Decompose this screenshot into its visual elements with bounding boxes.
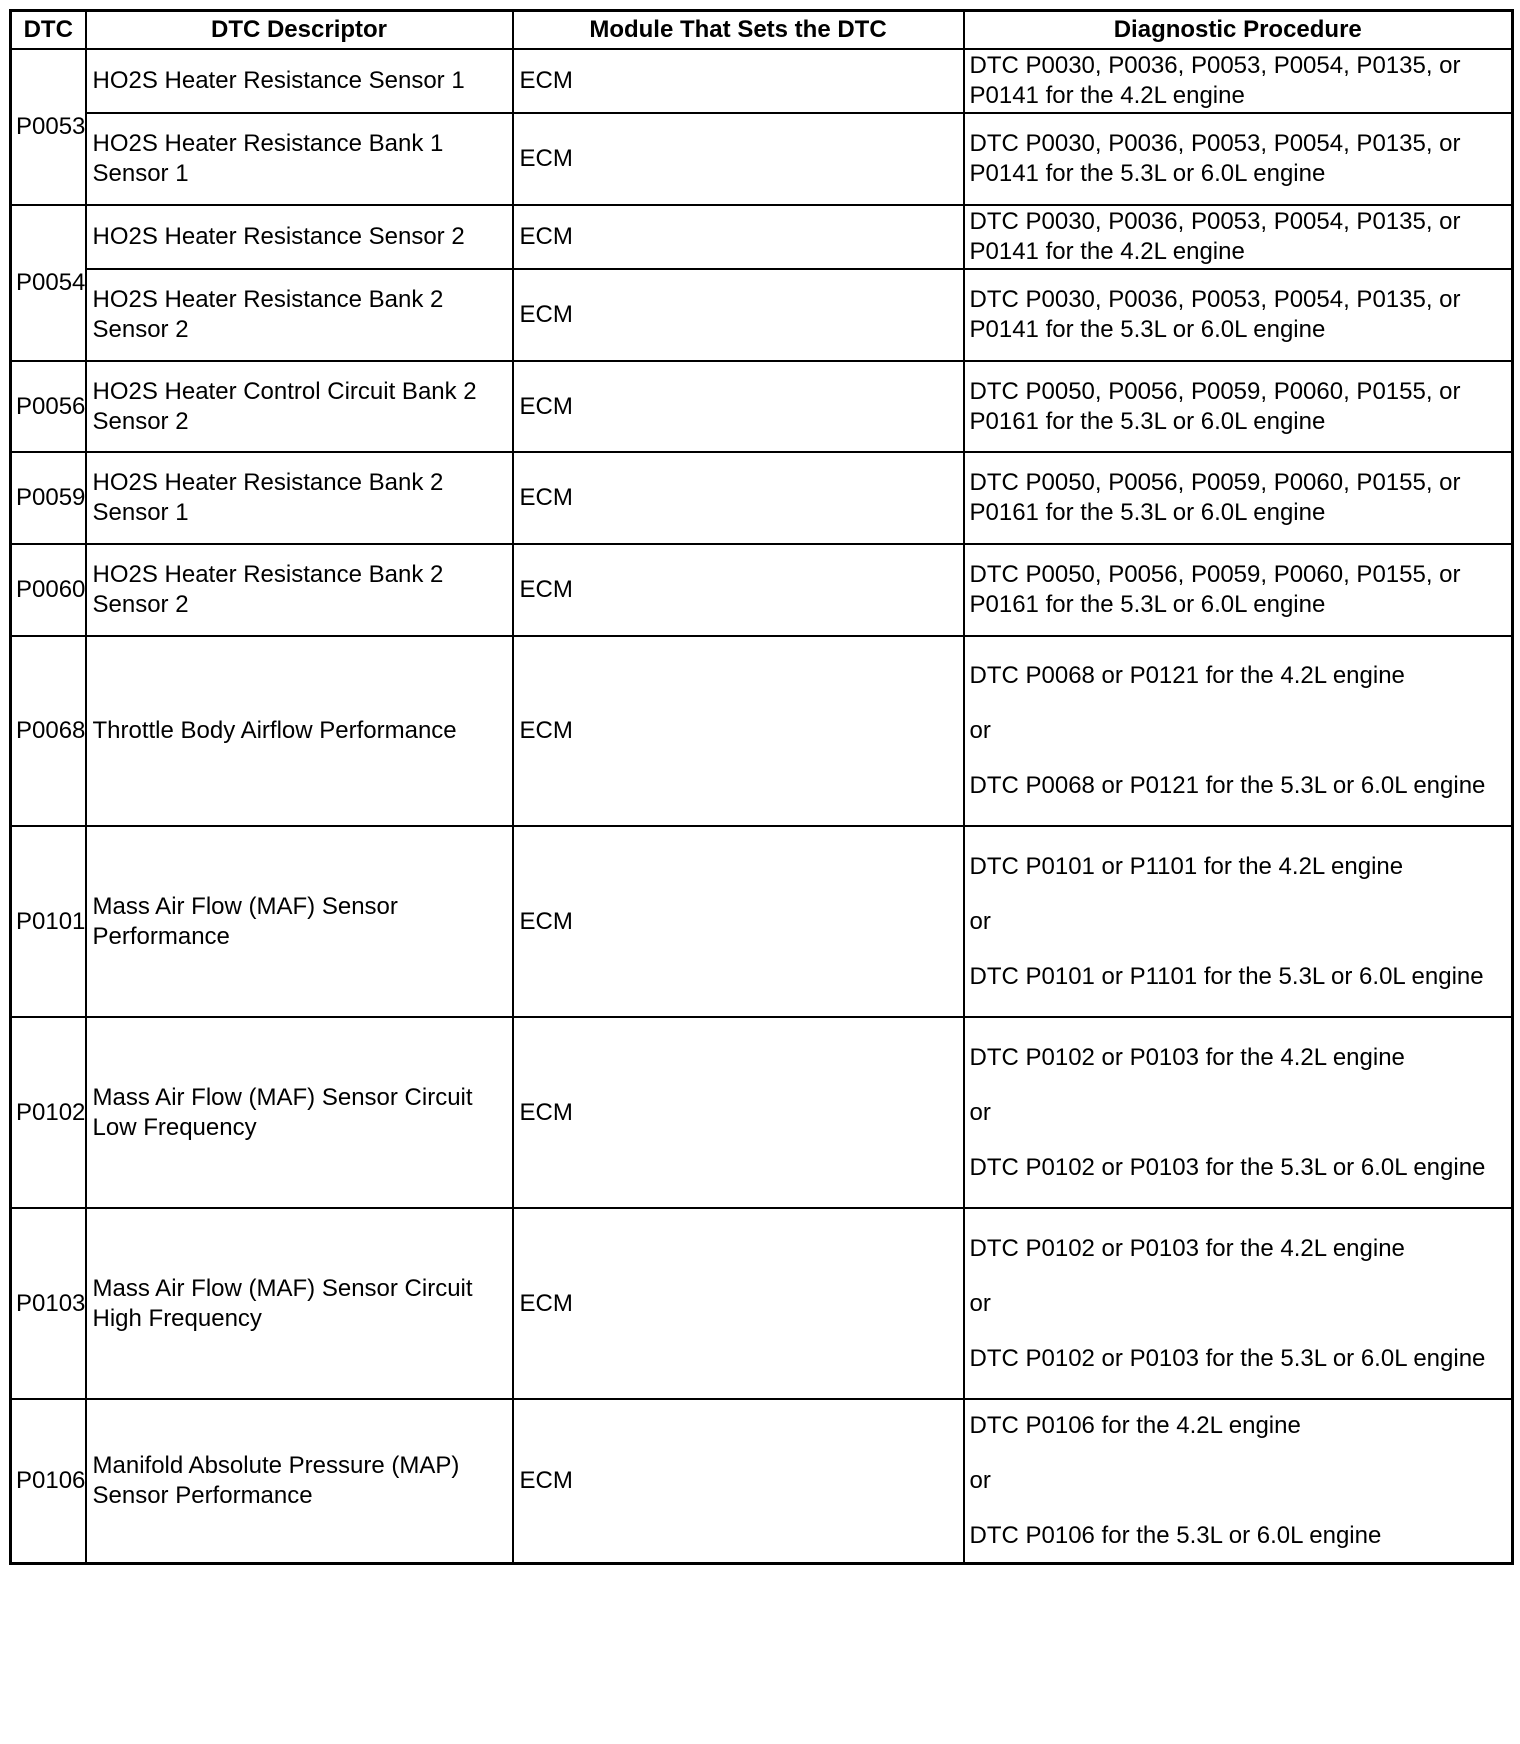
paragraph-gap bbox=[970, 1496, 1508, 1521]
table-row bbox=[11, 1017, 1513, 1208]
diagnostic-procedure-cell bbox=[964, 452, 1513, 544]
table-row bbox=[11, 636, 1513, 826]
dtc-descriptor-cell: HO2S Heater Resistance Sensor 1 bbox=[86, 49, 513, 113]
diagnostic-procedure-cell bbox=[964, 269, 1513, 361]
module-cell: ECM bbox=[513, 1399, 964, 1563]
header-row bbox=[11, 11, 1513, 50]
dtc-code-cell: P0103 bbox=[11, 1208, 86, 1399]
module-cell: ECM bbox=[513, 452, 964, 544]
table-body bbox=[11, 49, 1513, 1563]
paragraph-gap bbox=[970, 1073, 1508, 1098]
procedure-text: DTC P0030, P0036, P0053, P0054, P0135, or P0141 for the 4.2L engine bbox=[969, 208, 1461, 265]
module-cell: ECM bbox=[513, 1017, 964, 1208]
table-row bbox=[11, 269, 1513, 361]
dtc-code-cell: P0101 bbox=[11, 826, 86, 1017]
header-dtc: DTC bbox=[11, 11, 86, 50]
module-cell: ECM bbox=[513, 636, 964, 826]
procedure-text: DTC P0102 or P0103 for the 5.3L or 6.0L engine bbox=[969, 1153, 1486, 1181]
dtc-descriptor-cell: HO2S Heater Resistance Bank 2 Sensor 2 bbox=[86, 269, 513, 361]
dtc-code-cell: P0102 bbox=[11, 1017, 86, 1208]
module-cell: ECM bbox=[513, 826, 964, 1017]
dtc-code-cell: P0068 bbox=[11, 636, 86, 826]
header-module: Module That Sets the DTC bbox=[513, 11, 964, 50]
dtc-descriptor-cell: HO2S Heater Resistance Bank 2 Sensor 1 bbox=[86, 452, 513, 544]
header-descriptor: DTC Descriptor bbox=[86, 11, 513, 50]
module-cell: ECM bbox=[513, 361, 964, 452]
diagnostic-procedure-cell bbox=[964, 1208, 1513, 1399]
procedure-text: DTC P0106 for the 4.2L engine bbox=[969, 1411, 1301, 1439]
procedure-or-text: or bbox=[969, 717, 991, 744]
diagnostic-procedure-cell bbox=[964, 826, 1513, 1017]
table-row bbox=[11, 205, 1513, 269]
procedure-text: DTC P0050, P0056, P0059, P0060, P0155, or P0161 for the 5.3L or 6.0L engine bbox=[969, 561, 1461, 618]
procedure-text: DTC P0068 or P0121 for the 5.3L or 6.0L engine bbox=[969, 772, 1486, 799]
procedure-text: DTC P0102 or P0103 for the 4.2L engine bbox=[969, 1234, 1405, 1262]
diagnostic-procedure-cell bbox=[964, 49, 1513, 113]
diagnostic-procedure-cell bbox=[964, 361, 1513, 452]
procedure-text: DTC P0102 or P0103 for the 4.2L engine bbox=[969, 1043, 1405, 1071]
dtc-code-cell: P0106 bbox=[11, 1399, 86, 1563]
procedure-text: DTC P0050, P0056, P0059, P0060, P0155, or P0161 for the 5.3L or 6.0L engine bbox=[969, 469, 1461, 526]
dtc-descriptor-cell: HO2S Heater Resistance Sensor 2 bbox=[86, 205, 513, 269]
dtc-descriptor-cell: Throttle Body Airflow Performance bbox=[86, 636, 513, 826]
procedure-text: DTC P0030, P0036, P0053, P0054, P0135, or P0141 for the 5.3L or 6.0L engine bbox=[969, 130, 1461, 187]
paragraph-gap bbox=[970, 937, 1508, 962]
dtc-descriptor-cell: HO2S Heater Control Circuit Bank 2 Sensor 2 bbox=[86, 361, 513, 452]
procedure-text: DTC P0068 or P0121 for the 4.2L engine bbox=[969, 662, 1405, 689]
procedure-text: DTC P0106 for the 5.3L or 6.0L engine bbox=[969, 1521, 1382, 1549]
paragraph-gap bbox=[970, 1264, 1508, 1289]
paragraph-gap bbox=[970, 1128, 1508, 1153]
header-procedure: Diagnostic Procedure bbox=[964, 11, 1513, 50]
dtc-code-cell: P0056 bbox=[11, 361, 86, 452]
dtc-descriptor-cell: Mass Air Flow (MAF) Sensor Performance bbox=[86, 826, 513, 1017]
table-row bbox=[11, 1208, 1513, 1399]
procedure-or-text: or bbox=[969, 1289, 991, 1317]
table-row bbox=[11, 361, 1513, 452]
procedure-or-text: or bbox=[969, 1466, 991, 1494]
table-row bbox=[11, 544, 1513, 636]
dtc-descriptor-cell: HO2S Heater Resistance Bank 1 Sensor 1 bbox=[86, 113, 513, 205]
module-cell: ECM bbox=[513, 1208, 964, 1399]
diagnostic-procedure-cell bbox=[964, 113, 1513, 205]
dtc-table bbox=[9, 9, 1514, 1565]
procedure-text: DTC P0101 or P1101 for the 4.2L engine bbox=[969, 852, 1404, 880]
procedure-or-text: or bbox=[969, 907, 991, 935]
module-cell: ECM bbox=[513, 544, 964, 636]
procedure-text: DTC P0030, P0036, P0053, P0054, P0135, or P0141 for the 5.3L or 6.0L engine bbox=[969, 286, 1461, 343]
dtc-code-cell: P0053 bbox=[11, 49, 86, 205]
module-cell: ECM bbox=[513, 113, 964, 205]
paragraph-gap bbox=[970, 691, 1508, 716]
dtc-descriptor-cell: Mass Air Flow (MAF) Sensor Circuit Low Frequency bbox=[86, 1017, 513, 1208]
module-cell: ECM bbox=[513, 205, 964, 269]
diagnostic-procedure-cell bbox=[964, 205, 1513, 269]
table-row bbox=[11, 826, 1513, 1017]
dtc-descriptor-cell: HO2S Heater Resistance Bank 2 Sensor 2 bbox=[86, 544, 513, 636]
dtc-descriptor-cell: Manifold Absolute Pressure (MAP) Sensor Performance bbox=[86, 1399, 513, 1563]
diagnostic-procedure-cell bbox=[964, 636, 1513, 826]
paragraph-gap bbox=[970, 746, 1508, 771]
table-row bbox=[11, 113, 1513, 205]
dtc-code-cell: P0060 bbox=[11, 544, 86, 636]
module-cell: ECM bbox=[513, 49, 964, 113]
procedure-text: DTC P0050, P0056, P0059, P0060, P0155, or P0161 for the 5.3L or 6.0L engine bbox=[969, 377, 1461, 435]
paragraph-gap bbox=[970, 882, 1508, 907]
procedure-or-text: or bbox=[969, 1098, 991, 1126]
diagnostic-procedure-cell bbox=[964, 1017, 1513, 1208]
paragraph-gap bbox=[970, 1319, 1508, 1344]
diagnostic-procedure-cell bbox=[964, 544, 1513, 636]
table-row bbox=[11, 49, 1513, 113]
table-row bbox=[11, 452, 1513, 544]
procedure-text: DTC P0101 or P1101 for the 5.3L or 6.0L engine bbox=[969, 962, 1484, 990]
diagnostic-procedure-cell bbox=[964, 1399, 1513, 1563]
dtc-descriptor-cell: Mass Air Flow (MAF) Sensor Circuit High Frequency bbox=[86, 1208, 513, 1399]
procedure-text: DTC P0030, P0036, P0053, P0054, P0135, or P0141 for the 4.2L engine bbox=[969, 52, 1461, 109]
dtc-code-cell: P0054 bbox=[11, 205, 86, 361]
module-cell: ECM bbox=[513, 269, 964, 361]
paragraph-gap bbox=[970, 1441, 1508, 1466]
procedure-text: DTC P0102 or P0103 for the 5.3L or 6.0L engine bbox=[969, 1344, 1486, 1372]
dtc-code-cell: P0059 bbox=[11, 452, 86, 544]
table-row bbox=[11, 1399, 1513, 1563]
